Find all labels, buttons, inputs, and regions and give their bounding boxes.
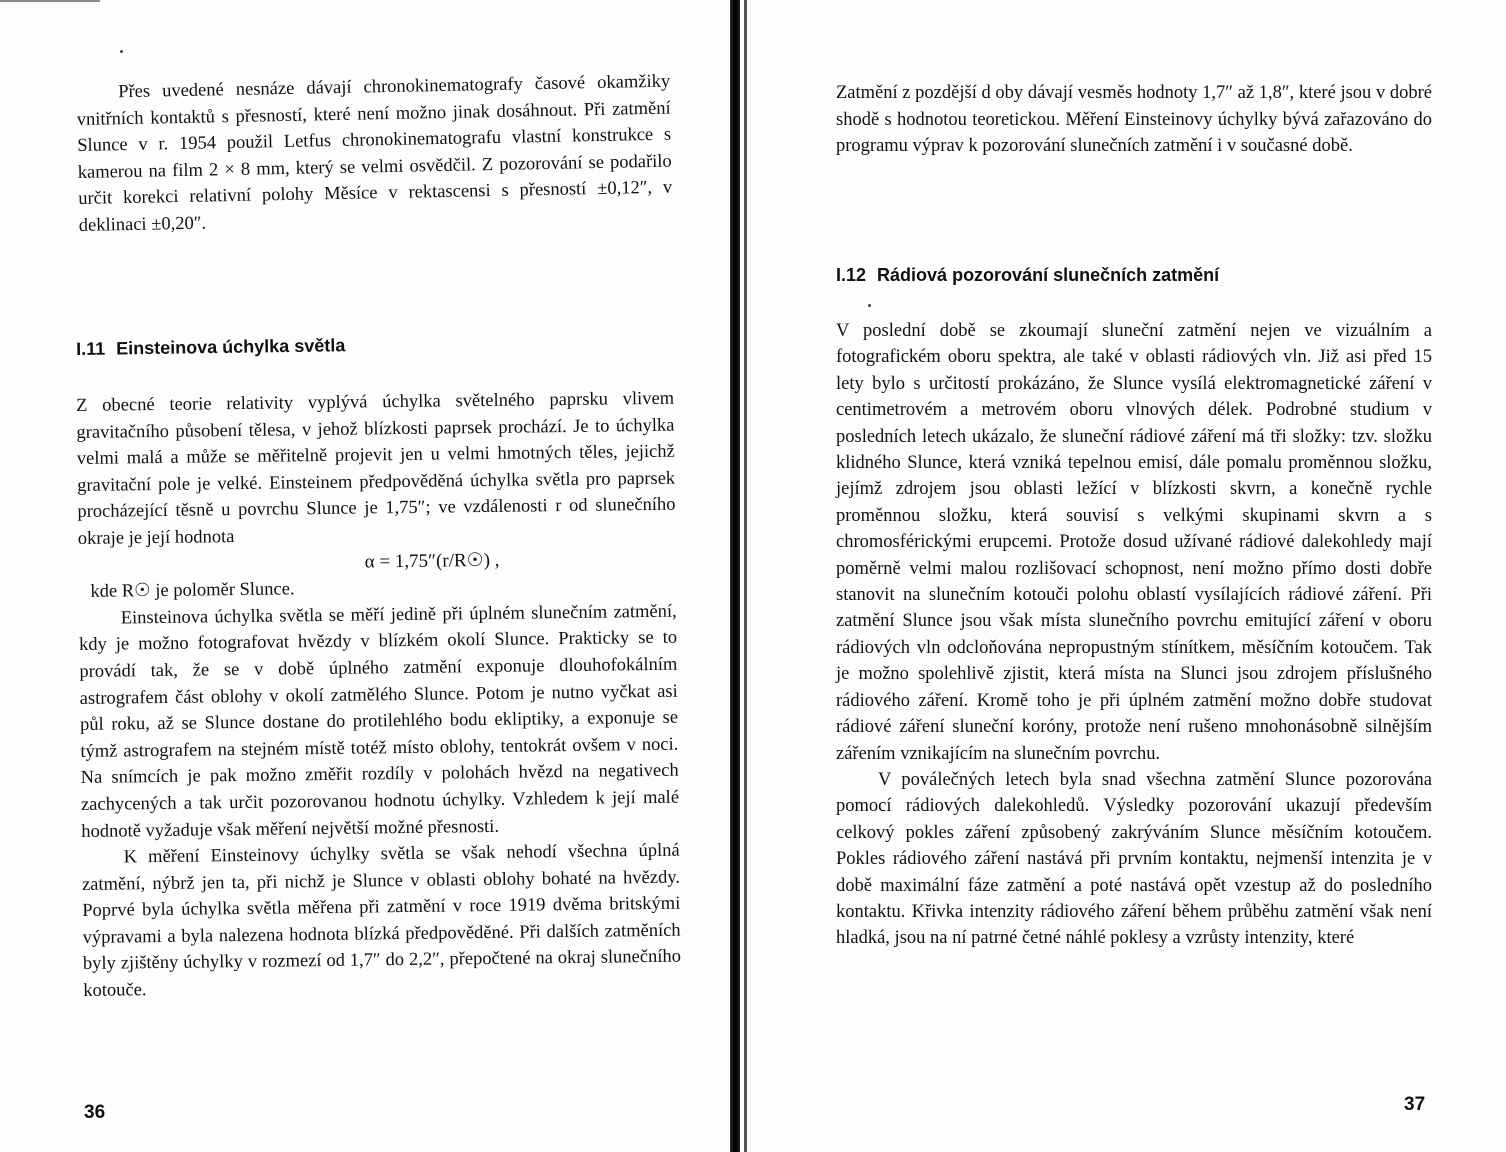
scan-speck [868,304,871,307]
right-section-body [836,318,1432,952]
section-title: Rádiová pozorování slunečních zatmění [877,265,1220,285]
left-intro-text [76,69,673,240]
page-number-left: 36 [84,1102,106,1123]
left-page [0,0,728,1152]
continuation-paragraph: Zatmění z pozdější d oby dávají vesměs hodnoty 1,7″ až 1,8″, které jsou v dobré shodě s hodnotou teoretickou. Měření Einsteinovy úchylky bývá zařazováno do programu výprav k pozorování slunečních zatmění i v současné době. [836,83,1432,157]
formula-note: kde R☉ je poloměr Slunce. [90,579,295,602]
body-paragraph: V poválečných letech byla snad všechna zatmění Slunce pozorována pomocí rádiových dalekohledů. Výsledky pozorování ukazují především celkový pokles záření způsobený zakrýváním Slunce měsíčním kotoučem. Pokles rádiového záření nastává při prvním kontaktu, nejmenší intenzita je v době maximální fáze zatmění a poté nastává opět vzestup až do posledního kontaktu. Křivka intenzity rádiového záření během průběhu zatmění však není hladká, jsou na ní patrné četné náhlé poklesy a vzrůsty intenzity, které [836,769,1432,949]
book-gutter [730,0,740,1152]
section-heading-radio [836,265,1219,286]
page-number-right: 37 [1404,1094,1426,1115]
left-section-body [76,386,681,1005]
deflection-formula: α = 1,75″(r/R☉) , [364,549,500,573]
body-paragraph: V poslední době se zkoumají sluneční zatmění nejen ve vizuálním a fotografickém oboru spektra, ale také v oblasti rádiových vln. Již asi před 15 lety bylo s určitostí prokázáno, že Slunce vysílá elektromagnetické záření v centimetrovém a metrovém oboru vlnových délek. Podrobné studium v posledních letech ukázalo, že sluneční rádiové záření má tři složky: tzv. složku klidného Slunce, která vzniká tepelnou emisí, dále pomalu proměnnou složku, jejímž zdrojem jsou oblasti ležící v blízkosti skvrn, a konečně rychle proměnnou složku, která souvisí s velkými skupinami skvrn a s chromosférickými erupcemi. Protože dosud užívané rádiové dalekohledy mají poměrně velmi malou rozlišovací schopnost, není možno přímo dosti dobře stanovit na slunečním kotouči polohu oblastí vysílajících rádiové záření. Při zatmění Slunce jsou však místa slunečního povrchu emitující záření v oboru rádiových vln odcloňována nepropustným stínítkem, měsíčním kotoučem. Tak je možno spolehlivě zjistit, která místa na Slunci jsou zdrojem příslušného rádiového záření. Kromě toho je při úplném zatmění možno dobře studovat rádiové záření sluneční koróny, protože není rušeno mnohonásobně silnějším zářením vznikajícím na slunečním povrchu. [836,321,1432,764]
right-page [750,0,1506,1152]
section-number: I.11 [76,338,106,359]
body-paragraph: K měření Einsteinovy úchylky světla se však nehodí všechna úplná zatmění, nýbrž jen ta, při nichž je Slunce v oblasti oblohy bohaté na hvězdy. Poprvé byla úchylka světla měřena při zatmění v roce 1919 dvěma britskými výpravami a byla nalezena hodnota blízká předpověděné. Při dalších zatměních byly zjištěny úchylky v rozmezí od 1,7″ do 2,2″, přepočtené na okraj slunečního kotouče. [81,840,682,1002]
scan-speck [120,50,123,53]
intro-paragraph: Přes uvedené nesnáze dávají chronokinematografy časové okamžiky vnitřních kontaktů s přesností, které není možno jinak dosáhnout. Při zatmění Slunce v r. 1954 použil Letfus chronokinematografu vlastní konstrukce s kamerou na film 2 × 8 mm, který se velmi osvědčil. Z pozorování se podařilo určit korekci relativní polohy Měsíce v rektascensi s přesností ±0,12″, v deklinaci ±0,20″. [76,71,673,236]
body-paragraph: Einsteinova úchylka světla se měří jedině při úplném slunečním zatmění, kdy je možno fotografovat hvězdy v blízkém okolí Slunce. Prakticky se to provádí tak, že se v době úplného zatmění exponuje dlouhofokálním astrografem část oblohy v okolí zatmělého Slunce. Potom je nutno vyčkat asi půl roku, až se Slunce dostane do protilehlého bodu ekliptiky, a exponuje se týmž astrografem na stejném místě totéž místo oblohy, tentokrát ovšem v noci. Na snímcích je pak možno změřit rozdíly v polohách hvězd na negativech zachycených a tak určit pozorovanou hodnotu úchylky. Vzhledem k její malé hodnotě vyžaduje však měření největší možné přesnosti. [78,601,680,842]
section-heading-einstein [76,335,345,360]
body-paragraph: Z obecné teorie relativity vyplývá úchylka světelného paprsku vlivem gravitačního působení tělesa, v jehož blízkosti paprsek prochází. Je to úchylka velmi malá a může se měřitelně projevit jen u velmi hmotných těles, jejichž gravitační pole je velké. Einsteinem předpověděná úchylka světla pro paprsek procházející těsně u povrchu Slunce je 1,75″; ve vzdálenosti r od slunečního okraje je její hodnota [76,388,676,549]
right-continuation-text [836,80,1432,160]
section-title: Einsteinova úchylka světla [116,335,346,359]
book-gutter-edge [744,0,747,1152]
section-number: I.12 [836,265,867,285]
